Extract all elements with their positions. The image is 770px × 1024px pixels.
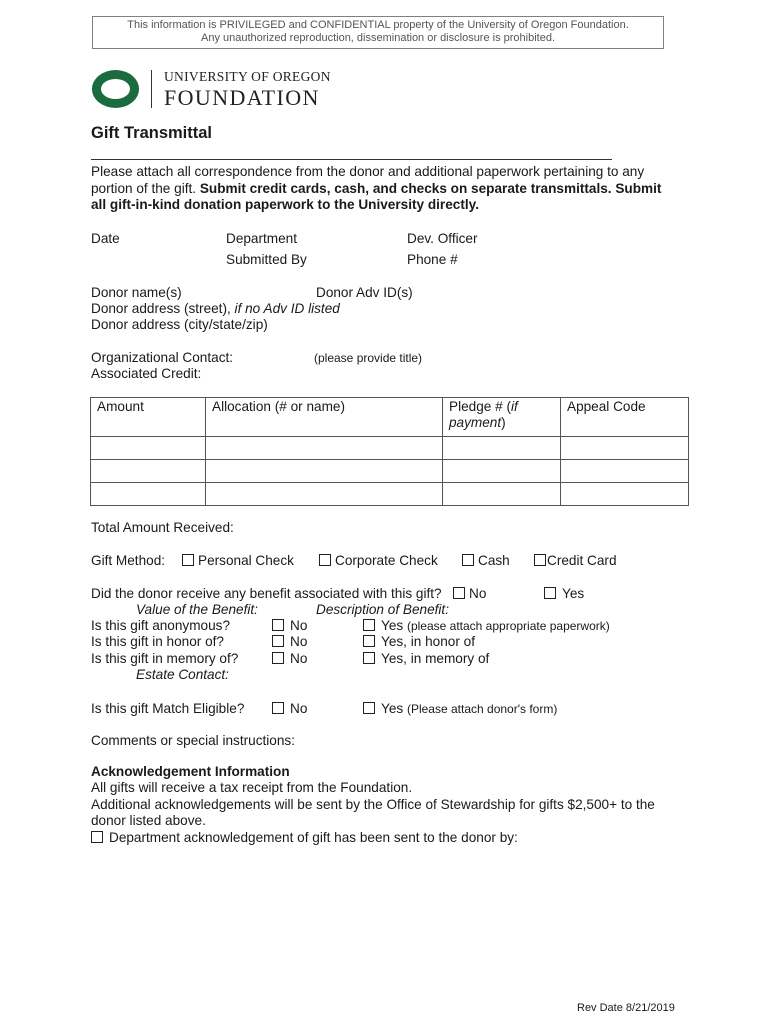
date-label: Date — [91, 231, 120, 246]
department-ack-label: Department acknowledgement of gift has been sent to the donor by: — [109, 830, 518, 845]
estate-contact-label: Estate Contact: — [136, 667, 229, 682]
pledge-header-note: if payment — [449, 399, 518, 430]
match-yes-label: Yes — [381, 701, 404, 716]
appeal-code-cell[interactable] — [561, 460, 689, 483]
acknowledgement-heading: Acknowledgement Information — [91, 764, 290, 779]
total-amount-label: Total Amount Received: — [91, 520, 234, 535]
anonymous-yes-label: Yes — [381, 618, 404, 633]
allocation-cell[interactable] — [206, 437, 443, 460]
anonymous-no-option[interactable] — [272, 618, 307, 634]
revision-date: Rev Date 8/21/2019 — [577, 1002, 675, 1014]
org-contact-label: Organizational Contact: — [91, 350, 234, 365]
memory-yes-label: Yes, in memory of — [381, 651, 490, 666]
confidentiality-notice — [92, 16, 664, 49]
cash-label: Cash — [478, 553, 510, 568]
intro-bold-text: Submit credit cards, cash, and checks on separate transmittals. Submit all gift-in-kind donation paperwork to the University directly. — [91, 180, 662, 212]
department-label: Department — [226, 231, 298, 246]
dev-officer-label: Dev. Officer — [407, 231, 478, 246]
match-question: Is this gift Match Eligible? — [91, 701, 245, 716]
anonymous-no-label: No — [290, 618, 308, 633]
corporate-check-checkbox[interactable] — [319, 554, 331, 566]
donor-adv-ids-label: Donor Adv ID(s) — [316, 285, 413, 300]
appeal-code-cell[interactable] — [561, 483, 689, 506]
allocation-header: Allocation (# or name) — [206, 398, 443, 437]
department-ack-option[interactable] — [91, 830, 518, 846]
acknowledgement-line-3: donor listed above. — [91, 813, 206, 828]
match-yes-note: (Please attach donor's form) — [406, 702, 558, 716]
amount-cell[interactable] — [91, 483, 206, 506]
donor-address-city-label: Donor address (city/state/zip) — [91, 317, 268, 332]
credit-card-checkbox[interactable] — [534, 554, 546, 566]
confidentiality-line-2: Any unauthorized reproduction, dissemination or disclosure is prohibited. — [200, 32, 556, 44]
anonymous-no-checkbox[interactable] — [272, 619, 284, 631]
personal-check-option[interactable] — [182, 553, 294, 569]
donor-address-street-note: if no Adv ID listed — [234, 301, 340, 316]
honor-no-label: No — [290, 634, 308, 649]
pledge-cell[interactable] — [443, 483, 561, 506]
phone-label: Phone # — [407, 252, 458, 267]
intro-paragraph — [91, 164, 676, 214]
acknowledgement-line-2: Additional acknowledgements will be sent by the Office of Stewardship for gifts $2,500+ to the — [91, 797, 655, 812]
pledge-cell[interactable] — [443, 437, 561, 460]
amount-cell[interactable] — [91, 437, 206, 460]
personal-check-label: Personal Check — [198, 553, 294, 568]
honor-question: Is this gift in honor of? — [91, 634, 224, 649]
honor-yes-checkbox[interactable] — [363, 635, 375, 647]
pledge-header-text: Pledge # ( — [449, 399, 511, 414]
allocation-table — [90, 397, 689, 506]
cash-checkbox[interactable] — [462, 554, 474, 566]
memory-no-label: No — [290, 651, 308, 666]
anonymous-question: Is this gift anonymous? — [91, 618, 231, 633]
table-header-row — [91, 398, 689, 437]
pledge-header — [443, 398, 561, 437]
appeal-code-header: Appeal Code — [561, 398, 689, 437]
anonymous-yes-note: (please attach appropriate paperwork) — [406, 619, 610, 633]
associated-credit-label: Associated Credit: — [91, 366, 202, 381]
memory-no-option[interactable] — [272, 651, 307, 667]
benefit-no-label: No — [469, 586, 487, 601]
donor-names-label: Donor name(s) — [91, 285, 182, 300]
table-row — [91, 437, 689, 460]
match-no-label: No — [290, 701, 308, 716]
honor-yes-label: Yes, in honor of — [381, 634, 475, 649]
memory-no-checkbox[interactable] — [272, 652, 284, 664]
page-title: Gift Transmittal — [91, 124, 213, 142]
credit-card-option[interactable] — [534, 553, 617, 569]
memory-question: Is this gift in memory of? — [91, 651, 239, 666]
logo-divider — [151, 70, 152, 108]
allocation-cell[interactable] — [206, 460, 443, 483]
match-no-checkbox[interactable] — [272, 702, 284, 714]
pledge-header-close: ) — [501, 415, 506, 430]
honor-no-checkbox[interactable] — [272, 635, 284, 647]
anonymous-yes-option[interactable] — [363, 618, 610, 634]
donor-address-street-label — [91, 301, 340, 317]
match-yes-checkbox[interactable] — [363, 702, 375, 714]
pledge-cell[interactable] — [443, 460, 561, 483]
logo-university-text: UNIVERSITY OF OREGON — [164, 69, 331, 84]
comments-label: Comments or special instructions: — [91, 733, 295, 748]
cash-option[interactable] — [462, 553, 510, 569]
appeal-code-cell[interactable] — [561, 437, 689, 460]
benefit-yes-option[interactable] — [544, 586, 584, 602]
memory-yes-checkbox[interactable] — [363, 652, 375, 664]
gift-method-label: Gift Method: — [91, 553, 166, 568]
allocation-cell[interactable] — [206, 483, 443, 506]
amount-header: Amount — [91, 398, 206, 437]
benefit-no-option[interactable] — [453, 586, 486, 602]
intro-plain-text: Please attach all correspondence from the donor and additional paperwork pertaining to any portion of the gift. — [91, 164, 645, 196]
benefit-no-checkbox[interactable] — [453, 587, 465, 599]
org-contact-note: (please provide title) — [314, 351, 423, 365]
memory-yes-option[interactable] — [363, 651, 489, 667]
benefit-yes-label: Yes — [562, 586, 585, 601]
benefit-value-label: Value of the Benefit: — [136, 602, 258, 617]
title-divider — [91, 159, 612, 160]
honor-no-option[interactable] — [272, 634, 307, 650]
match-no-option[interactable] — [272, 701, 307, 717]
department-ack-checkbox[interactable] — [91, 831, 103, 843]
benefit-description-label: Description of Benefit: — [316, 602, 449, 617]
benefit-question: Did the donor receive any benefit associated with this gift? — [91, 586, 442, 601]
logo-foundation-text: FOUNDATION — [164, 85, 320, 110]
credit-card-label: Credit Card — [547, 553, 617, 568]
corporate-check-label: Corporate Check — [335, 553, 438, 568]
match-yes-option[interactable] — [363, 701, 557, 717]
anonymous-yes-checkbox[interactable] — [363, 619, 375, 631]
table-row — [91, 483, 689, 506]
confidentiality-line-1: This information is PRIVILEGED and CONFIDENTIAL property of the University of Oregon Foundation. — [127, 19, 629, 31]
benefit-yes-checkbox[interactable] — [544, 587, 556, 599]
corporate-check-option[interactable] — [319, 553, 438, 569]
table-row — [91, 460, 689, 483]
donor-address-street-text: Donor address (street), — [91, 301, 235, 316]
acknowledgement-line-1: All gifts will receive a tax receipt from the Foundation. — [91, 780, 413, 795]
amount-cell[interactable] — [91, 460, 206, 483]
oregon-o-logo-icon — [92, 70, 139, 108]
honor-yes-option[interactable] — [363, 634, 475, 650]
submitted-by-label: Submitted By — [226, 252, 307, 267]
personal-check-checkbox[interactable] — [182, 554, 194, 566]
